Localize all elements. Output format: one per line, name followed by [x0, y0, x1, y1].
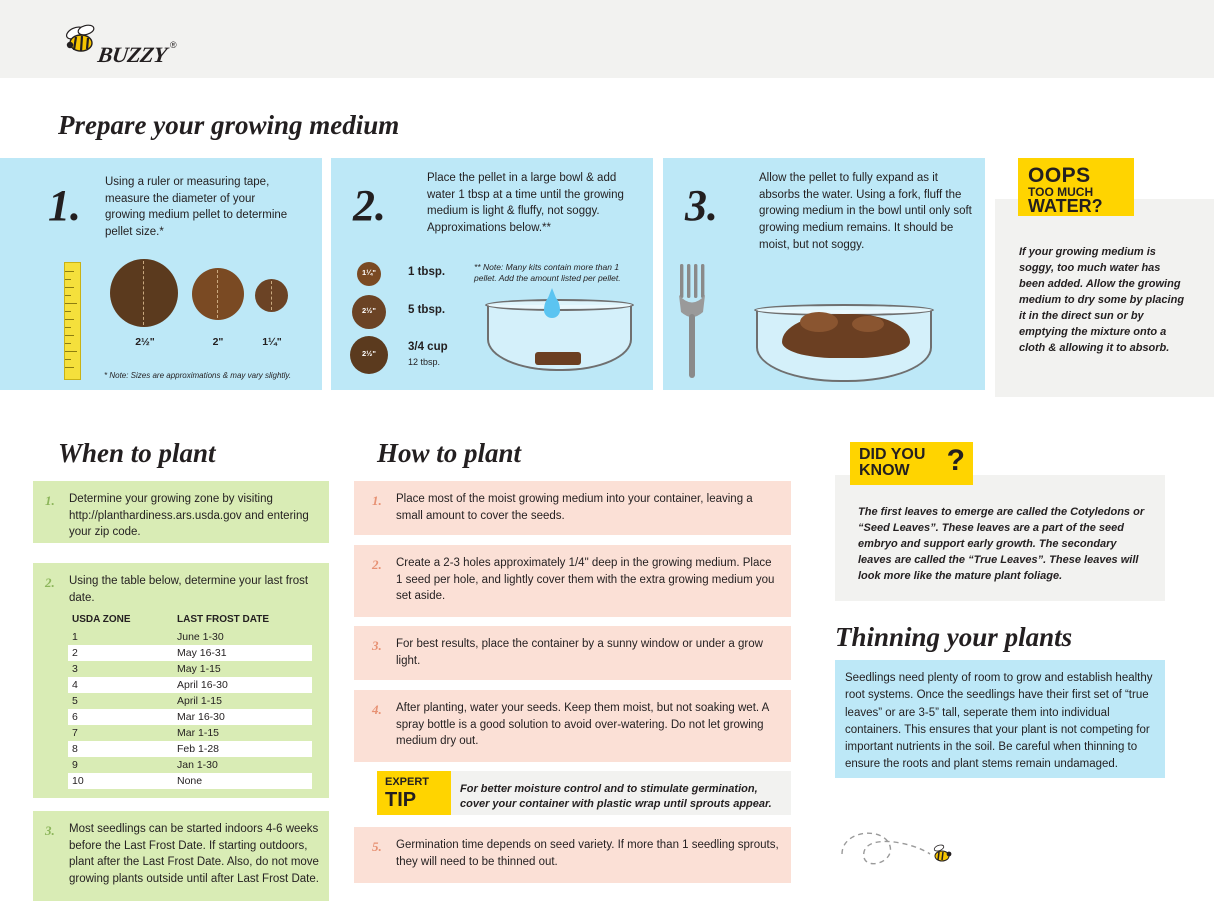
when-step-3-text: Most seedlings can be started indoors 4-6 weeks before the Last Frost Date. If starting outdoors, plant after the Last Frost Date. Also, do not move growing plants outside until after Last Frost Date. — [69, 823, 319, 886]
step-3-text: Allow the pellet to fully expand as it absorbs the water. Using a fork, fluff the growing medium in the bowl until only soft growing medium remains. It should be moist, but not soggy. — [759, 172, 972, 251]
prepare-section-title: Prepare your growing medium — [58, 110, 400, 140]
how-step-5-text: Germination time depends on seed variety. If more than 1 seedling sprouts, they will need to be thinned out. — [396, 839, 779, 868]
pellet-medium-diameter-line — [217, 270, 218, 318]
when-step-3-number: 3. — [45, 823, 55, 838]
column-header-frost-date: LAST FROST DATE — [177, 614, 270, 625]
how-step-5 — [354, 827, 791, 883]
when-step-1-number: 1. — [45, 493, 55, 508]
growing-medium-highlight-1 — [800, 312, 838, 332]
amount-pellet-1-size: 1¼" — [362, 268, 376, 277]
pellet-large-diameter-line — [143, 261, 144, 325]
table-row — [68, 773, 312, 789]
amount-3-sublabel: 12 tbsp. — [408, 357, 441, 367]
did-you-know-line2: KNOW — [859, 462, 910, 479]
cell-zone: 10 — [68, 773, 173, 789]
bee-flight-trail-icon — [838, 820, 978, 880]
pellet-large — [110, 259, 178, 327]
when-step-2-number: 2. — [45, 575, 55, 590]
cell-frost-date: April 16-30 — [173, 677, 312, 693]
table-row — [68, 645, 312, 661]
cell-zone: 4 — [68, 677, 173, 693]
ruler-illustration — [64, 262, 81, 380]
brand-logo — [58, 22, 188, 72]
cell-zone: 1 — [72, 631, 78, 643]
step-2-number: 2. — [353, 181, 386, 230]
how-step-4-number: 4. — [372, 702, 382, 717]
cell-zone: 6 — [68, 709, 173, 725]
table-row — [68, 677, 312, 693]
oops-badge-line3: WATER? — [1028, 196, 1103, 216]
cell-zone: 2 — [68, 645, 173, 661]
step-2-text: Place the pellet in a large bowl & add water 1 tbsp at a time until the growing medium is light & fluffy, not soggy. Approximations below.** — [427, 172, 624, 235]
bee-icon — [64, 24, 98, 54]
amount-3-label: 3/4 cup — [408, 341, 448, 353]
how-step-4-text: After planting, water your seeds. Keep them moist, but not soaking wet. A spray bottle is a good solution to avoid over-watering. Do not let growing medium dry out. — [396, 702, 769, 748]
pellet-medium-label: 2" — [212, 336, 224, 348]
cell-zone: 7 — [72, 727, 78, 739]
cell-zone: 8 — [68, 741, 173, 757]
cell-frost-date: Mar 1-15 — [177, 727, 220, 739]
amount-1-label: 1 tbsp. — [408, 266, 446, 278]
how-step-4 — [354, 690, 791, 762]
table-row — [68, 629, 312, 645]
cell-frost-date: Feb 1-28 — [173, 741, 312, 757]
question-mark-icon: ? — [946, 444, 965, 477]
pellet-in-bowl — [535, 352, 581, 365]
growing-medium-highlight-2 — [852, 316, 884, 332]
table-row — [68, 741, 312, 757]
how-step-3 — [354, 626, 791, 680]
water-drop-icon — [544, 296, 560, 318]
amount-pellet-2-size: 2½" — [362, 306, 376, 315]
how-step-1-number: 1. — [372, 493, 382, 508]
cell-zone: 9 — [72, 759, 78, 771]
step-1-text: Using a ruler or measuring tape, measure the diameter of your growing medium pellet to determine pellet size.* — [105, 176, 288, 239]
pellet-small-diameter-line — [271, 281, 272, 310]
how-step-1 — [354, 481, 791, 535]
how-step-2 — [354, 545, 791, 617]
cell-frost-date: Jan 1-30 — [177, 759, 218, 771]
step-1-note: * Note: Sizes are approximations & may vary slightly. — [104, 371, 292, 380]
how-step-2-number: 2. — [372, 557, 382, 572]
frost-date-table-element — [68, 612, 312, 789]
oops-badge-line2: TOO MUCH — [1028, 185, 1094, 199]
column-header-zone: USDA ZONE — [72, 614, 131, 625]
oops-text: If your growing medium is soggy, too much water has been added. Allow the growing medium to dry some by placing it in the direct sun or by emptying the mixture onto a cloth & allowing it to absorb. — [1019, 246, 1185, 354]
table-header-row — [68, 612, 312, 629]
how-step-2-text: Create a 2-3 holes approximately 1/4" deep in the growing medium. Place 1 seed per hole, and lightly cover them with the extra growing medium you set aside. — [396, 557, 775, 603]
how-step-1-text: Place most of the moist growing medium into your container, leaving a small amount to cover the seeds. — [396, 493, 753, 522]
oops-badge-line1: OOPS — [1028, 164, 1091, 187]
cell-frost-date: Mar 16-30 — [173, 709, 312, 725]
cell-frost-date: June 1-30 — [177, 631, 224, 643]
cell-zone: 5 — [72, 695, 78, 707]
table-row — [68, 661, 312, 677]
cell-frost-date: April 1-15 — [177, 695, 222, 707]
expert-tip-line2: TIP — [385, 789, 417, 811]
table-row — [68, 709, 312, 725]
cell-frost-date: May 1-15 — [177, 663, 221, 675]
when-step-1 — [33, 481, 329, 543]
brand-wordmark: BUZZY — [96, 42, 169, 67]
pellet-medium — [192, 268, 244, 320]
step-3-number: 3. — [685, 181, 718, 230]
table-row — [68, 757, 312, 773]
thinning-title: Thinning your plants — [835, 622, 1073, 652]
did-you-know-line1: DID YOU — [859, 446, 926, 463]
pellet-large-label: 2½" — [135, 336, 155, 348]
table-row — [68, 693, 312, 709]
step-1-number: 1. — [48, 181, 81, 230]
how-step-3-number: 3. — [372, 638, 382, 653]
frost-date-table — [68, 612, 312, 789]
cell-frost-date: May 16-31 — [173, 645, 312, 661]
how-step-3-text: For best results, place the container by a sunny window or under a grow light. — [396, 638, 763, 667]
expert-tip-text: For better moisture control and to stimulate germination, cover your container with plastic wrap until sprouts appear. — [460, 783, 772, 811]
oops-badge — [1018, 158, 1134, 216]
registered-mark: ® — [170, 40, 177, 50]
how-step-5-number: 5. — [372, 839, 382, 854]
amount-2-label: 5 tbsp. — [408, 304, 446, 316]
table-row — [68, 725, 312, 741]
how-to-plant-title: How to plant — [377, 438, 522, 468]
expert-tip-badge — [377, 771, 451, 815]
when-step-2-text: Using the table below, determine your last frost date. — [69, 575, 309, 604]
expert-tip-line1: EXPERT — [385, 776, 430, 788]
amount-pellet-3-size: 2½" — [362, 349, 376, 358]
when-to-plant-title: When to plant — [58, 438, 216, 468]
when-step-1-text: Determine your growing zone by visiting http://planthardiness.ars.usda.gov and entering your zip code. — [69, 493, 309, 539]
did-you-know-badge — [850, 442, 973, 485]
thinning-text: Seedlings need plenty of room to grow and establish healthy root systems. Once the seedlings have their first set of “true leaves” or are 3-5” tall, seperate them into individual containers. This ensures that your plant is not competing for important nutrients in the soil. Be careful when thinning to ensure the roots and plant stems remain undamaged. — [845, 672, 1153, 771]
pellet-small-label: 1¼" — [262, 336, 282, 348]
did-you-know-text: The first leaves to emerge are called the Cotyledons or “Seed Leaves”. These leaves are a part of the seed embryo and support early growth. The secondary leaves are called the “True Leaves”. These leaves will look more like the mature plant foliage. — [858, 506, 1145, 582]
when-step-3 — [33, 811, 329, 901]
fork-icon — [676, 262, 712, 380]
cell-zone: 3 — [72, 663, 78, 675]
step-2-note: ** Note: Many kits contain more than 1 pellet. Add the amount listed per pellet. — [474, 262, 621, 284]
cell-frost-date: None — [173, 773, 312, 789]
